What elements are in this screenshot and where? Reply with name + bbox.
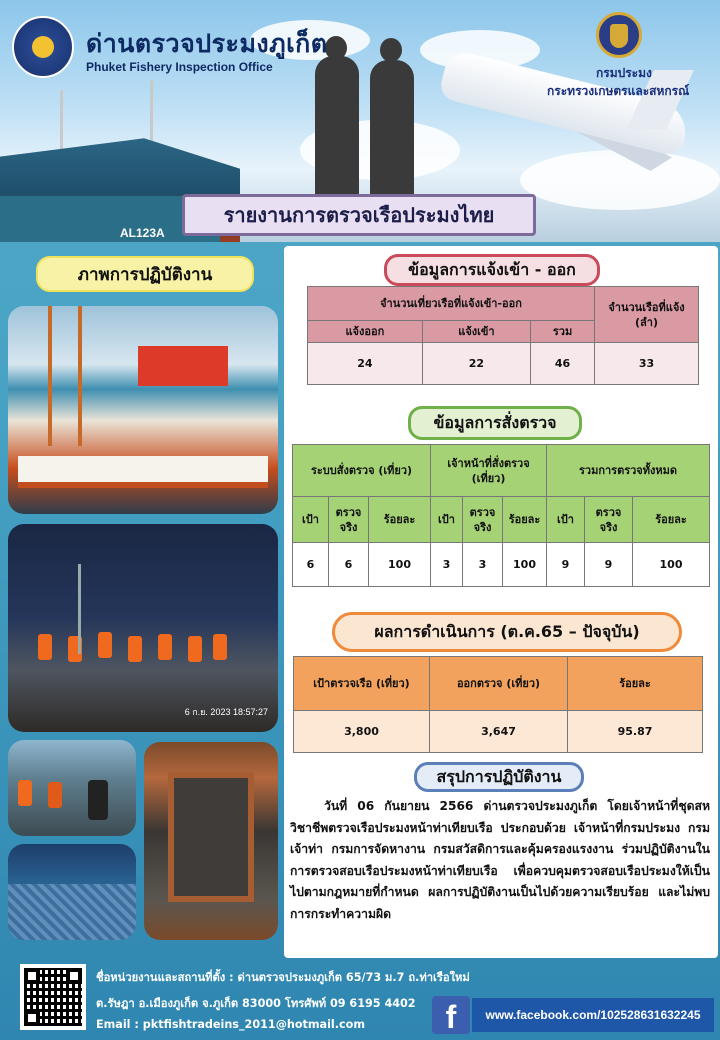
photo-timestamp: 6 ก.ย. 2023 18:57:27 (184, 707, 268, 717)
checkin-in-header: แจ้งเข้า (422, 321, 530, 343)
checkin-boats-header: จำนวนเรือที่แจ้ง (ลำ) (595, 287, 699, 343)
order-percent-header: ร้อยละ (633, 497, 710, 543)
statue-head (380, 38, 402, 62)
ministry-name: กระทรวงเกษตรและสหกรณ์ (547, 84, 690, 98)
boat-registration: AL123A (120, 226, 165, 240)
department-of-fisheries-logo (596, 12, 642, 58)
fishing-nets-photo (8, 844, 136, 940)
checkin-out-value: 24 (308, 343, 423, 385)
results-target-header: เป้าตรวจเรือ (เที่ยว) (294, 657, 430, 711)
qr-code[interactable] (20, 964, 86, 1030)
office-name-thai: ด่านตรวจประมงภูเก็ต (86, 29, 328, 58)
order-heading: ข้อมูลการสั่งตรวจ (408, 406, 582, 440)
order-percent-header: ร้อยละ (503, 497, 547, 543)
office-name-english: Phuket Fishery Inspection Office (86, 60, 273, 74)
checkin-out-header: แจ้งออก (308, 321, 423, 343)
fishing-boat-photo (8, 306, 278, 514)
checkin-total-value: 46 (531, 343, 595, 385)
fishery-inspection-logo (12, 16, 74, 78)
order-officer-header: เจ้าหน้าที่สั่งตรวจ (เที่ยว) (431, 445, 547, 497)
checkin-group-header: จำนวนเที่ยวเรือที่แจ้งเข้า-ออก (308, 287, 595, 321)
photos-heading: ภาพการปฏิบัติงาน (36, 256, 254, 292)
order-value: 9 (585, 543, 633, 587)
order-actual-header: ตรวจจริง (463, 497, 503, 543)
inspection-team-photo (8, 524, 278, 732)
order-value: 6 (329, 543, 369, 587)
checkin-boats-value: 33 (595, 343, 699, 385)
order-target-header: เป้า (431, 497, 463, 543)
results-heading: ผลการดำเนินการ (ต.ค.65 – ปัจจุบัน) (332, 612, 682, 652)
department-name: กรมประมง (596, 66, 652, 80)
report-title: รายงานการตรวจเรือประมงไทย (182, 194, 536, 236)
summary-text: วันที่ 06 กันยายน 2566 ด่านตรวจประมงภูเก็ต โดยเจ้าหน้าที่ชุดสหวิชาชีพตรวจเรือประมงหน้าท่าเทียบเรือ ประกอบด้วย เจ้าหน้าที่กรมประมง กรมเจ้าท่า กรมการจัดหางาน กรมสวัสดิการและคุ้มครองแรงงาน ร่วมปฏิบัติงานในการตรวจสอบเรือประมงหน้าท่าเทียบเรือ เพื่อควบคุมตรวจสอบเรือประมงให้เป็นไปตามกฎหมายที่กำหนด ผลการปฏิบัติงานเป็นไปด้วยความเรียบร้อย และไม่พบการกระทำความผิด (290, 799, 710, 921)
footer-email[interactable]: Email : pktfishtradeins_2011@hotmail.com (96, 1018, 365, 1031)
order-percent-header: ร้อยละ (369, 497, 431, 543)
facebook-link[interactable]: www.facebook.com/102528631632245 (472, 998, 714, 1032)
footer-address-line1: ชื่อหน่วยงานและสถานที่ตั้ง : ด่านตรวจประมงภูเก็ต 65/73 ม.7 ถ.ท่าเรือใหม่ (96, 971, 470, 984)
order-value: 100 (633, 543, 710, 587)
order-total-header: รวมการตรวจทั้งหมด (547, 445, 710, 497)
checkin-heading: ข้อมูลการแจ้งเข้า - ออก (384, 254, 600, 286)
results-percent-value: 95.87 (568, 711, 703, 753)
order-value: 100 (369, 543, 431, 587)
cloud (520, 150, 720, 210)
order-actual-header: ตรวจจริง (585, 497, 633, 543)
order-system-header: ระบบสั่งตรวจ (เที่ยว) (293, 445, 431, 497)
statue-head (325, 36, 347, 60)
checkin-table (307, 286, 699, 385)
crew-check-photo (8, 740, 136, 836)
order-value: 6 (293, 543, 329, 587)
order-value: 3 (463, 543, 503, 587)
statue-figure (370, 60, 414, 210)
footer-address-line2: ต.รัษฎา อ.เมืองภูเก็ต จ.ภูเก็ต 83000 โทรศัพท์ 09 6195 4402 (96, 997, 416, 1010)
order-value: 100 (503, 543, 547, 587)
order-target-header: เป้า (293, 497, 329, 543)
facebook-icon[interactable]: f (432, 996, 470, 1034)
checkin-in-value: 22 (422, 343, 530, 385)
order-value: 9 (547, 543, 585, 587)
checkin-total-header: รวม (531, 321, 595, 343)
results-percent-header: ร้อยละ (568, 657, 703, 711)
results-target-value: 3,800 (294, 711, 430, 753)
statue-figure (315, 56, 359, 206)
order-value: 3 (431, 543, 463, 587)
order-table (292, 444, 710, 587)
order-actual-header: ตรวจจริง (329, 497, 369, 543)
results-done-value: 3,647 (430, 711, 568, 753)
order-target-header: เป้า (547, 497, 585, 543)
results-done-header: ออกตรวจ (เที่ยว) (430, 657, 568, 711)
header-banner (0, 0, 720, 242)
fish-hold-photo (144, 742, 278, 940)
results-table (293, 656, 703, 753)
summary-heading: สรุปการปฏิบัติงาน (414, 762, 584, 792)
